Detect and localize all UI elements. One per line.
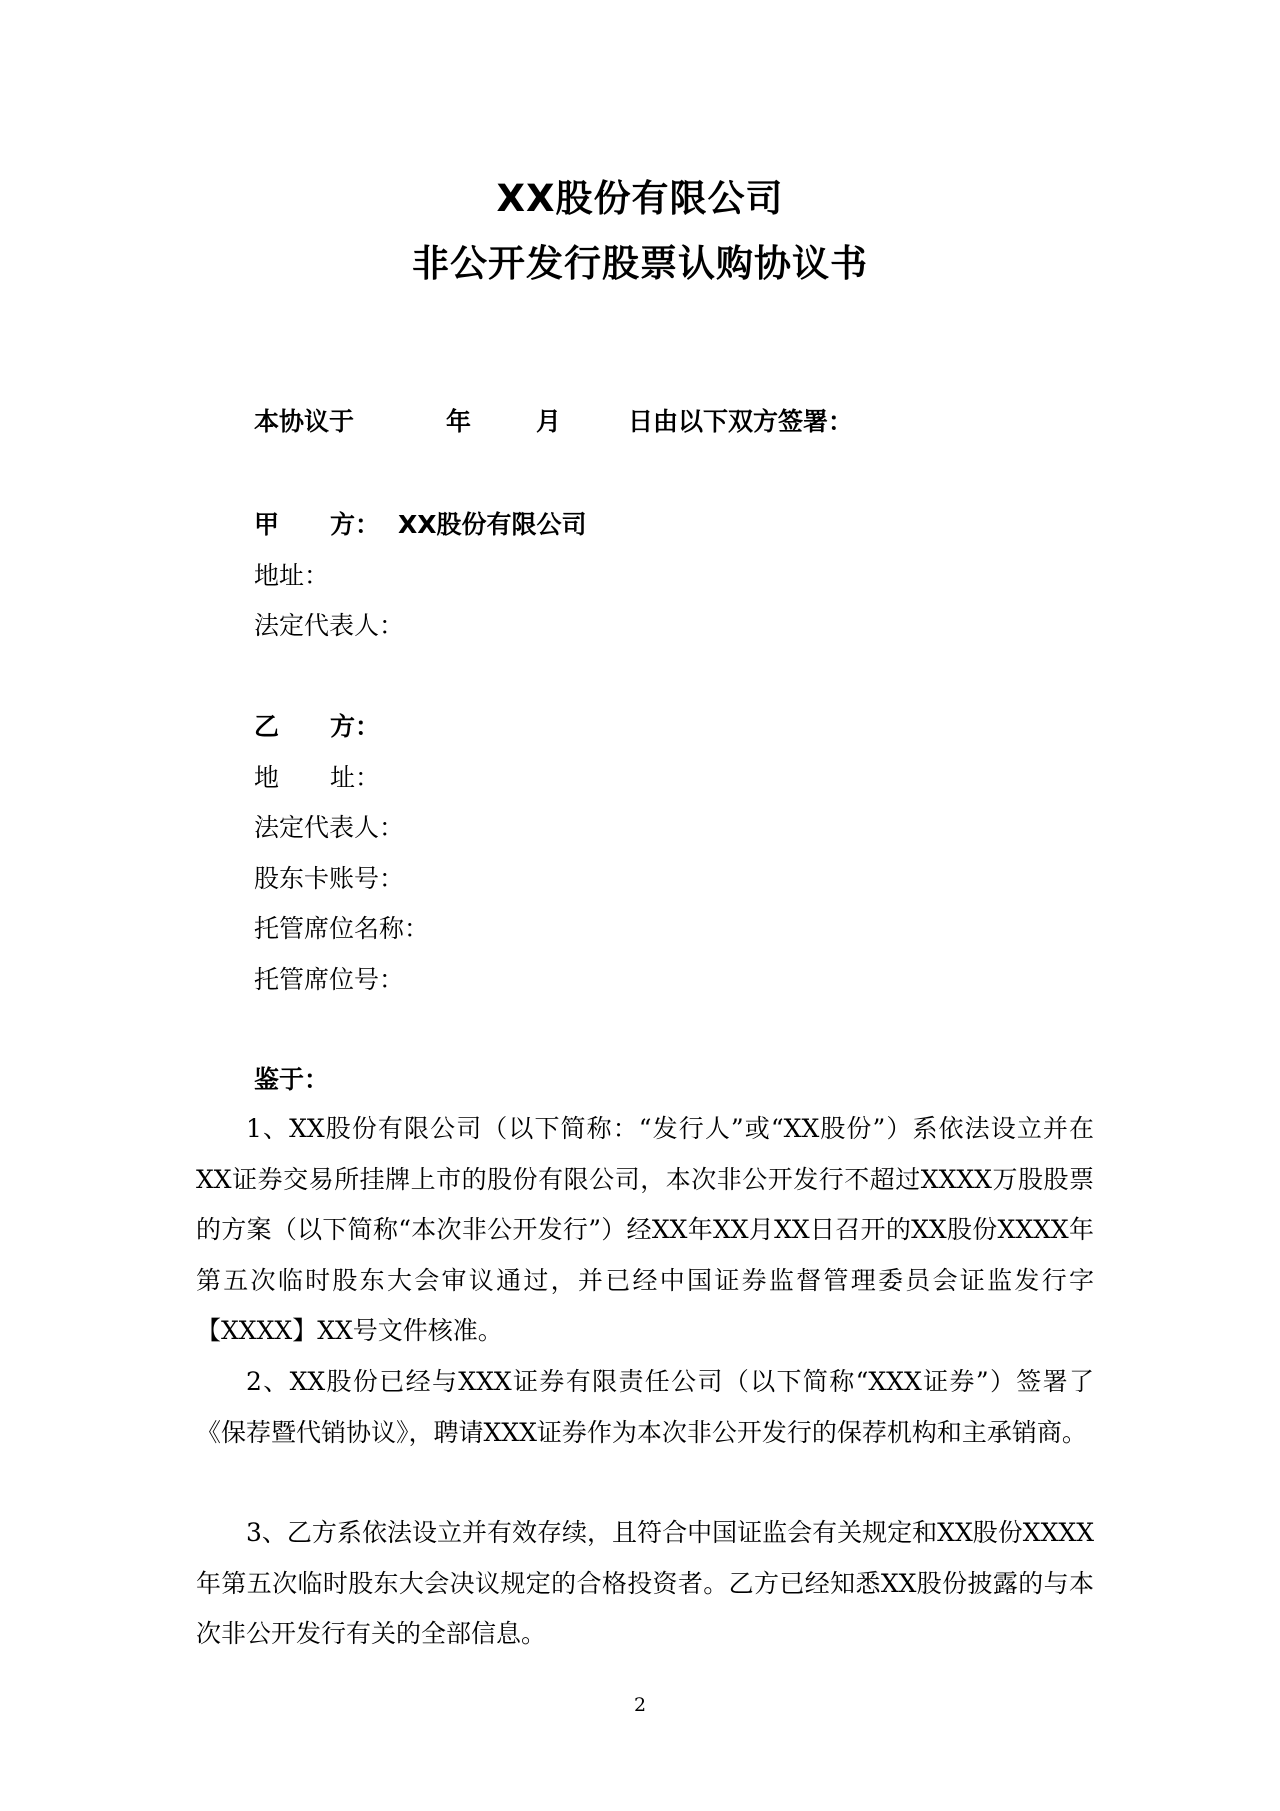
party-a-line <box>254 505 854 541</box>
party-b-label-fang: 方： <box>330 712 381 741</box>
signing-prefix: 本协议于 <box>254 407 355 436</box>
whereas-paragraph-2: 2、XX股份已经与XXX证券有限责任公司（以下简称“XXX证券”）签署了《保荐暨代销协议》，聘请XXX证券作为本次非公开发行的保荐机构和主承销商。 <box>196 1367 1094 1447</box>
whereas-paragraph-3: 3、乙方系依法设立并有效存续，且符合中国证监会有关规定和XX股份XXXX年第五次临时股东大会决议规定的合格投资者。乙方已经知悉XX股份披露的与本次非公开发行有关的全部信息。 <box>196 1518 1094 1648</box>
party-a-label-fang: 方： <box>330 510 381 539</box>
signing-statement <box>254 402 894 438</box>
party-a-name: XX股份有限公司 <box>398 510 587 539</box>
party-a-label-jia: 甲 <box>254 510 280 539</box>
party-b-custody-seat-name-label: 托管席位名称： <box>254 914 430 943</box>
signing-year: 年 <box>446 407 472 436</box>
signing-month: 月 <box>536 407 562 436</box>
party-b-legal-rep-label: 法定代表人： <box>254 813 405 842</box>
party-b-shareholder-account-label: 股东卡账号： <box>254 864 405 893</box>
party-a-address-label: 地址： <box>254 561 330 590</box>
signing-suffix: 日由以下双方签署： <box>628 407 854 436</box>
page-number: 2 <box>633 1694 647 1716</box>
party-b-line <box>254 707 454 743</box>
party-b-label-yi: 乙 <box>254 712 280 741</box>
document-title-company: XX股份有限公司 <box>496 177 784 220</box>
whereas-paragraph-1: 1、XX股份有限公司（以下简称：“发行人”或“XX股份”）系依法设立并在XX证券交易所挂牌上市的股份有限公司，本次非公开发行不超过XXXX万股股票的方案（以下简称“本次非公开发行”）经XX年XX月XX日召开的XX股份XXXX年第五次临时股东大会审议通过，并已经中国证券监督管理委员会证监发行字【XXXX】XX号文件核准。 <box>196 1114 1094 1345</box>
document-title-agreement: 非公开发行股票认购协议书 <box>412 242 868 285</box>
party-b-custody-seat-number-label: 托管席位号： <box>254 965 405 994</box>
party-b-address-label <box>254 758 454 794</box>
party-b-address-zhi: 址： <box>330 763 381 792</box>
party-a-legal-rep-label: 法定代表人： <box>254 611 405 640</box>
party-b-address-di: 地 <box>254 763 280 792</box>
whereas-heading: 鉴于： <box>254 1065 330 1094</box>
